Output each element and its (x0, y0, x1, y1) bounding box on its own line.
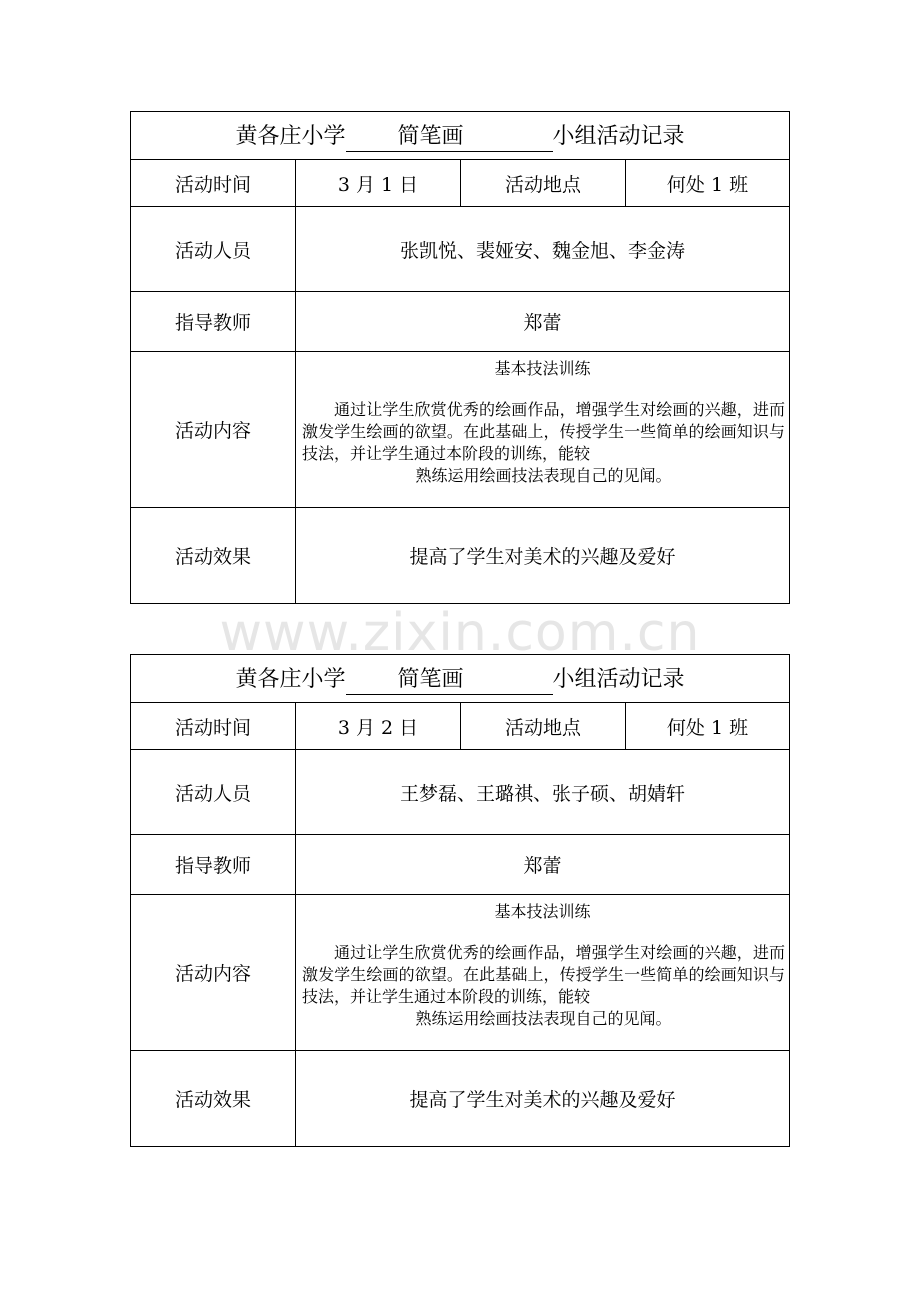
place-label: 活动地点 (461, 703, 626, 750)
watermark: www.zixin.com.cn (219, 603, 701, 663)
effect-label: 活动效果 (131, 508, 296, 604)
content-label: 活动内容 (131, 895, 296, 1051)
time-value: 3 月 1 日 (296, 160, 461, 207)
members-value: 王梦磊、王璐祺、张子硕、胡婧轩 (296, 750, 790, 835)
time-label: 活动时间 (131, 703, 296, 750)
title-suffix: 小组活动记录 (552, 124, 685, 150)
content-text: 通过让学生欣赏优秀的绘画作品，增强学生对绘画的兴趣，进而激发学生绘画的欲望。在此基础上，传授学生一些简单的绘画知识与技法，并让学生通过本阶段的训练，能较 (302, 400, 786, 463)
members-label: 活动人员 (131, 207, 296, 292)
content-last-line: 熟练运用绘画技法表现自己的见闻。 (415, 1009, 672, 1028)
content-last-line: 熟练运用绘画技法表现自己的见闻。 (415, 466, 672, 485)
activity-record-1 (130, 111, 790, 604)
content-text: 通过让学生欣赏优秀的绘画作品，增强学生对绘画的兴趣，进而激发学生绘画的欲望。在此基础上，传授学生一些简单的绘画知识与技法，并让学生通过本阶段的训练，能较 (302, 943, 786, 1006)
members-value: 张凯悦、裴娅安、魏金旭、李金涛 (296, 207, 790, 292)
content-heading: 基本技法训练 (494, 359, 591, 378)
time-label: 活动时间 (131, 160, 296, 207)
members-label: 活动人员 (131, 750, 296, 835)
teacher-value: 郑蕾 (296, 292, 790, 352)
group-name: 简笔画 (346, 666, 553, 695)
school-name: 黄各庄小学 (235, 667, 346, 693)
activity-record-2 (130, 654, 790, 1147)
record-title (131, 112, 790, 160)
teacher-label: 指导教师 (131, 292, 296, 352)
effect-value: 提高了学生对美术的兴趣及爱好 (296, 1051, 790, 1147)
content-paragraph (296, 399, 789, 487)
content-label: 活动内容 (131, 352, 296, 508)
title-suffix: 小组活动记录 (552, 667, 685, 693)
teacher-label: 指导教师 (131, 835, 296, 895)
effect-label: 活动效果 (131, 1051, 296, 1147)
teacher-value: 郑蕾 (296, 835, 790, 895)
content-cell (296, 895, 790, 1051)
place-value: 何处 1 班 (626, 703, 790, 750)
content-cell (296, 352, 790, 508)
effect-value: 提高了学生对美术的兴趣及爱好 (296, 508, 790, 604)
content-paragraph (296, 942, 789, 1030)
record-title (131, 655, 790, 703)
content-heading: 基本技法训练 (494, 902, 591, 921)
time-value: 3 月 2 日 (296, 703, 461, 750)
place-label: 活动地点 (461, 160, 626, 207)
place-value: 何处 1 班 (626, 160, 790, 207)
school-name: 黄各庄小学 (235, 124, 346, 150)
group-name: 简笔画 (346, 123, 553, 152)
